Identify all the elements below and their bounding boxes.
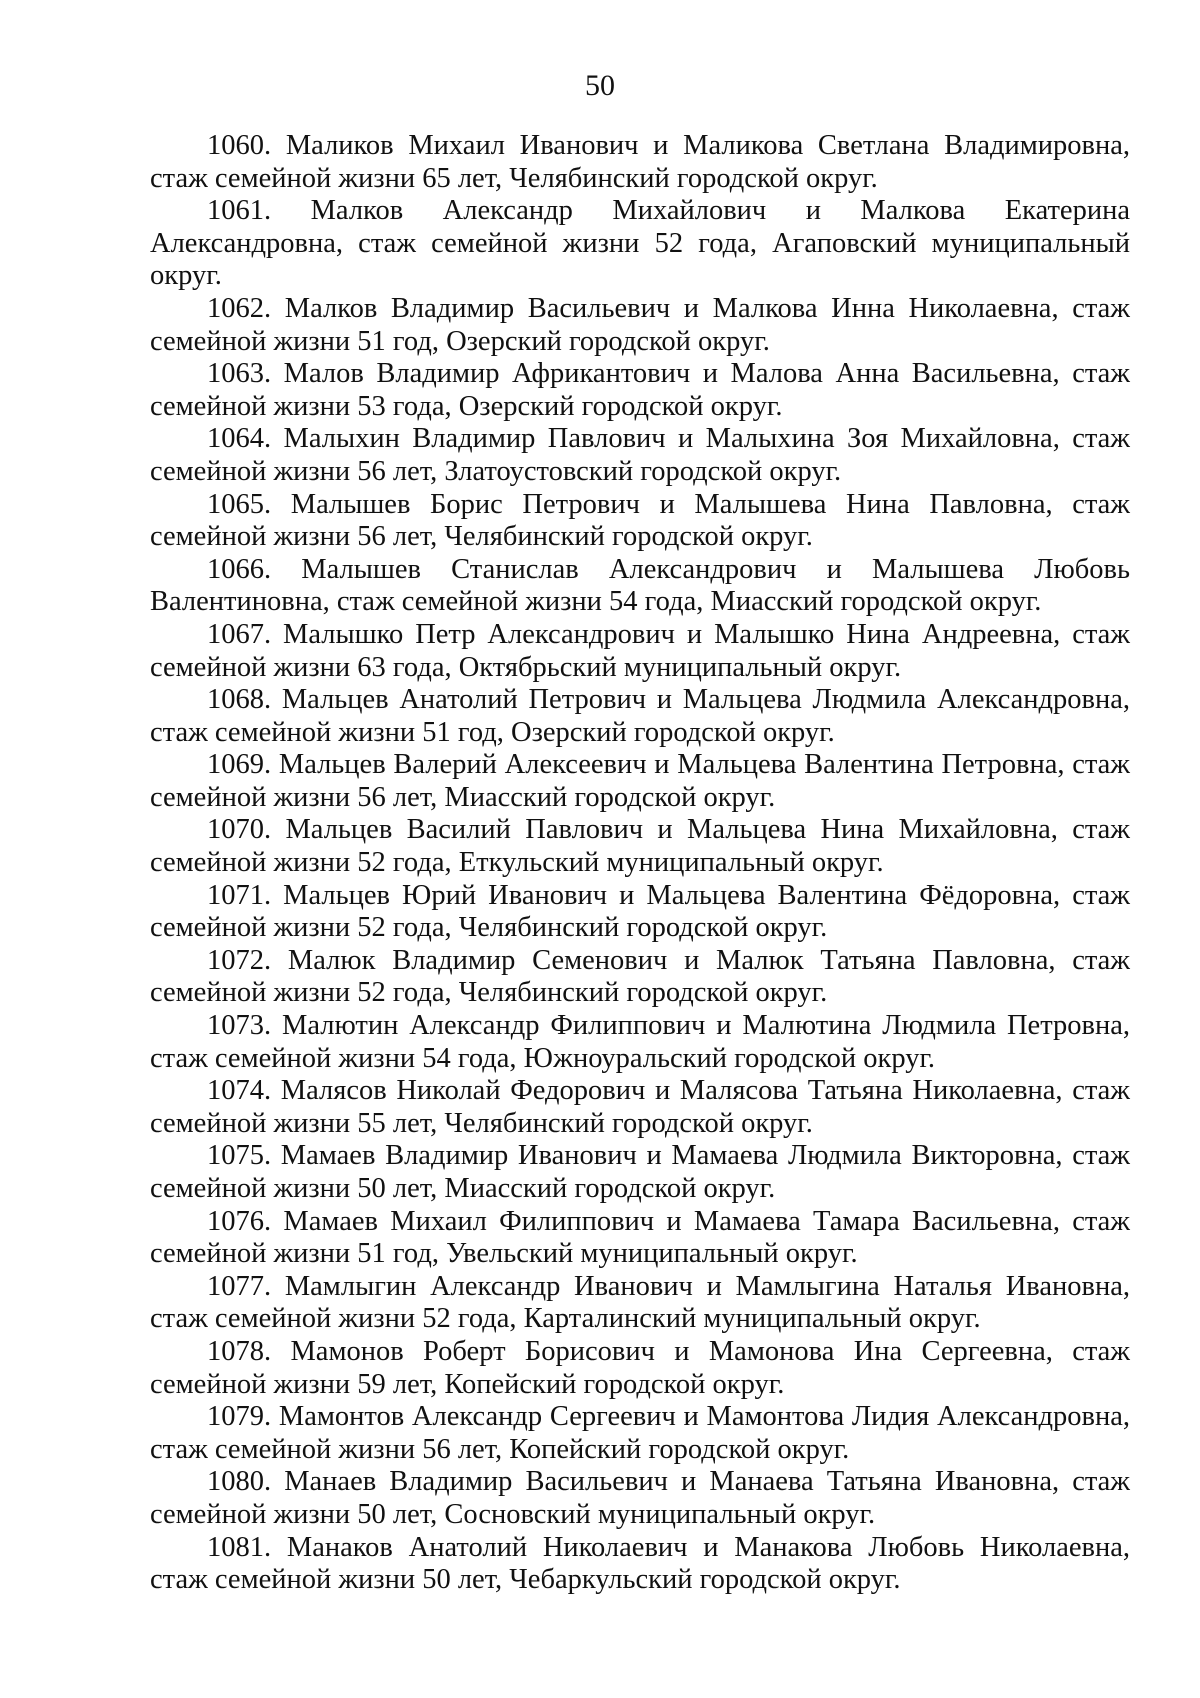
list-item: 1072. Малюк Владимир Семенович и Малюк Татьяна Павловна, стаж семейной жизни 52 года, Челябинский городской округ. <box>150 944 1130 1009</box>
list-item: 1075. Мамаев Владимир Иванович и Мамаева Людмила Викторовна, стаж семейной жизни 50 лет, Миасский городской округ. <box>150 1140 1130 1204</box>
list-item: 1081. Манаков Анатолий Николаевич и Манакова Любовь Николаевна, стаж семейной жизни 50 лет, Чебаркульский городской округ. <box>150 1531 1130 1596</box>
list-item: 1060. Маликов Михаил Иванович и Маликова Светлана Владимировна, стаж семейной жизни 65 лет, Челябинский городской округ. <box>150 130 1130 194</box>
list-item: 1078. Мамонов Роберт Борисович и Мамонова Ина Сергеевна, стаж семейной жизни 59 лет, Копейский городской округ. <box>150 1335 1130 1400</box>
list-item: 1061. Малков Александр Михайлович и Малкова Екатерина Александровна, стаж семейной жизни 52 года, Агаповский муниципальный округ. <box>150 195 1130 292</box>
list-item: 1065. Малышев Борис Петрович и Малышева Нина Павловна, стаж семейной жизни 56 лет, Челябинский городской округ. <box>150 488 1130 553</box>
list-item: 1080. Манаев Владимир Васильевич и Манаева Татьяна Ивановна, стаж семейной жизни 50 лет, Сосновский муниципальный округ. <box>150 1466 1130 1530</box>
list-item: 1077. Мамлыгин Александр Иванович и Мамлыгина Наталья Ивановна, стаж семейной жизни 52 года, Карталинский муниципальный округ. <box>150 1270 1130 1335</box>
list-item: 1071. Мальцев Юрий Иванович и Мальцева Валентина Фёдоровна, стаж семейной жизни 52 года, Челябинский городской округ. <box>150 879 1130 944</box>
list-item: 1074. Малясов Николай Федорович и Малясова Татьяна Николаевна, стаж семейной жизни 55 лет, Челябинский городской округ. <box>150 1075 1130 1139</box>
list-item: 1070. Мальцев Василий Павлович и Мальцева Нина Михайловна, стаж семейной жизни 52 года, Еткульский муниципальный округ. <box>150 814 1130 879</box>
list-item: 1066. Малышев Станислав Александрович и Малышева Любовь Валентиновна, стаж семейной жизни 54 года, Миасский городской округ. <box>150 553 1130 618</box>
list-item: 1067. Малышко Петр Александрович и Малышко Нина Андреевна, стаж семейной жизни 63 года, Октябрьский муниципальный округ. <box>150 618 1130 683</box>
list-item: 1076. Мамаев Михаил Филиппович и Мамаева Тамара Васильевна, стаж семейной жизни 51 год, Увельский муниципальный округ. <box>150 1205 1130 1270</box>
list-item: 1063. Малов Владимир Африкантович и Малова Анна Васильевна, стаж семейной жизни 53 года, Озерский городской округ. <box>150 358 1130 422</box>
entry-list <box>150 130 1130 1597</box>
list-item: 1068. Мальцев Анатолий Петрович и Мальцева Людмила Александровна, стаж семейной жизни 51 год, Озерский городской округ. <box>150 684 1130 748</box>
list-item: 1062. Малков Владимир Васильевич и Малкова Инна Николаевна, стаж семейной жизни 51 год, Озерский городской округ. <box>150 292 1130 357</box>
list-item: 1064. Малыхин Владимир Павлович и Малыхина Зоя Михайловна, стаж семейной жизни 56 лет, Златоустовский городской округ. <box>150 423 1130 487</box>
list-item: 1069. Мальцев Валерий Алексеевич и Мальцева Валентина Петровна, стаж семейной жизни 56 лет, Миасский городской округ. <box>150 749 1130 813</box>
page-number: 50 <box>585 69 615 102</box>
list-item: 1079. Мамонтов Александр Сергеевич и Мамонтова Лидия Александровна, стаж семейной жизни 56 лет, Копейский городской округ. <box>150 1401 1130 1465</box>
list-item: 1073. Малютин Александр Филиппович и Малютина Людмила Петровна, стаж семейной жизни 54 года, Южноуральский городской округ. <box>150 1010 1130 1074</box>
